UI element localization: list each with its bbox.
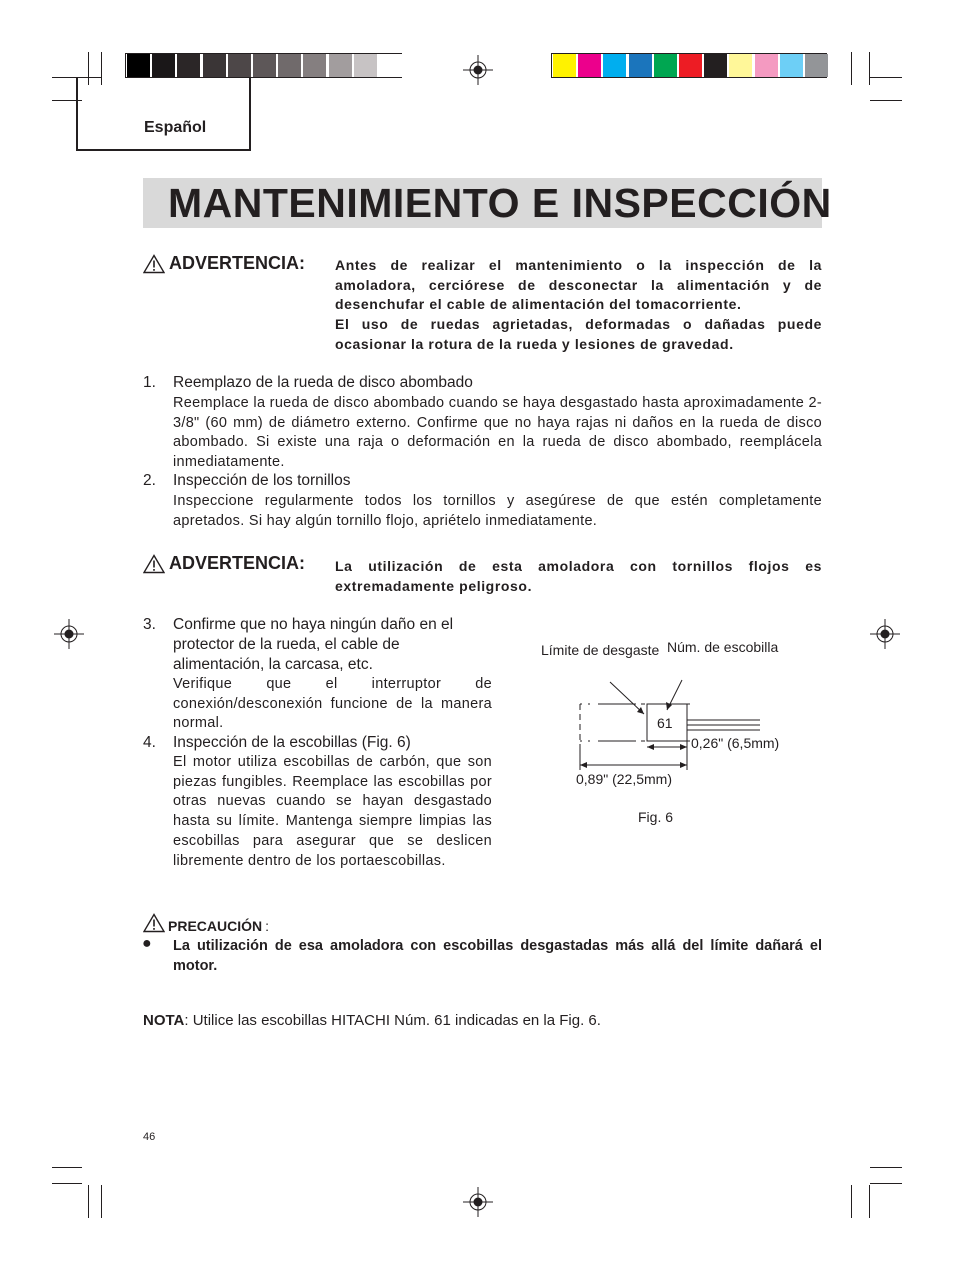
warning-label: ADVERTENCIA: [169, 253, 306, 273]
item-heading: Reemplazo de la rueda de disco abombado [173, 374, 473, 391]
color-swatch [578, 54, 601, 77]
color-swatch [679, 54, 702, 77]
gray-swatch [127, 54, 150, 77]
item-body: Inspeccione regularmente todos los tornillos y asegúrese de que estén completamente apretados. Si hay algún tornillo flojo, apriételo inmediatamente. [173, 493, 822, 529]
item-number: 3. [143, 616, 156, 633]
gray-swatch [354, 54, 377, 77]
item-body: Verifique que el interruptor de conexión/desconexión funcione de la manera normal. [173, 676, 492, 732]
crop-line [88, 1185, 89, 1218]
color-swatch [729, 54, 752, 77]
warning-heading [143, 253, 305, 274]
warning-text: Antes de realizar el mantenimiento o la inspección de la amoladora, cerciórese de desconectar la alimentación y de desenchufar el cable de alimentación del tomacorriente. [335, 257, 822, 313]
caution-label: PRECAUCIÓN [168, 918, 263, 934]
crop-line [870, 77, 902, 78]
warning-triangle-icon [143, 254, 165, 274]
gray-swatch [253, 54, 276, 77]
registration-mark-icon [54, 619, 84, 649]
caution-heading [143, 912, 269, 934]
gray-swatch [303, 54, 326, 77]
color-swatch [553, 54, 576, 77]
color-swatch [780, 54, 803, 77]
warning-heading [143, 553, 305, 574]
gray-swatch [228, 54, 251, 77]
note-text: : Utilice las escobillas HITACHI Núm. 61 indicadas en la Fig. 6. [184, 1012, 601, 1029]
page-title: MANTENIMIENTO E INSPECCIÓN [168, 180, 832, 226]
color-swatch [629, 54, 652, 77]
item-body: Reemplace la rueda de disco abombado cuando se haya desgastado hasta aproximadamente 2-3/8" (60 mm) de diámetro externo. Confirme que no haya rajas ni daños en la rueda de disco abombado. Si existe una raja o deformación en la rueda de disco abombado, reemplácela inmediatamente. [173, 395, 822, 471]
crop-line [851, 52, 852, 85]
warning-triangle-icon [143, 913, 165, 933]
item-number: 2. [143, 472, 156, 489]
language-tab [76, 77, 251, 151]
figure-caption: Fig. 6 [638, 809, 674, 825]
caution-colon: : [265, 918, 270, 934]
gray-swatch [152, 54, 175, 77]
gray-swatch [379, 54, 402, 77]
gray-swatch [203, 54, 226, 77]
item-body: El motor utiliza escobillas de carbón, que son piezas fungibles. Reemplace las escobillas por otras nuevas cuando se hayan desgastado hasta su límite. Mantenga siempre limpias las escobillas para asegurar que se deslicen libremente dentro de los portaescobillas. [173, 754, 492, 869]
warning-label: ADVERTENCIA: [169, 553, 306, 573]
registration-mark-icon [463, 1187, 493, 1217]
gray-swatch [278, 54, 301, 77]
dimension-length: 0,89" (22,5mm) [576, 771, 673, 787]
color-swatch [603, 54, 626, 77]
item-number: 4. [143, 734, 156, 751]
note-label: NOTA [143, 1012, 185, 1029]
color-swatch [704, 54, 727, 77]
brush-number: 61 [657, 715, 673, 731]
crop-line [870, 1183, 902, 1184]
color-swatch [805, 54, 828, 77]
caution-text: La utilización de esa amoladora con escobillas desgastadas más allá del límite dañará el motor. [173, 938, 822, 974]
warning-text: La utilización de esta amoladora con tornillos flojos es extremadamente peligroso. [335, 558, 822, 594]
color-swatch [654, 54, 677, 77]
registration-mark-icon [463, 55, 493, 85]
crop-line [869, 1185, 870, 1218]
warning-text: El uso de ruedas agrietadas, deformadas o dañadas puede ocasionar la rotura de la rueda y lesiones de gravedad. [335, 316, 822, 352]
crop-line [52, 1167, 82, 1168]
crop-line [869, 52, 870, 85]
bullet: ● [142, 935, 152, 952]
wear-limit-label: Límite de desgaste [541, 642, 660, 658]
item-heading: Inspección de la escobillas (Fig. 6) [173, 734, 411, 751]
item-heading: Inspección de los tornillos [173, 472, 351, 489]
crop-line [101, 1185, 102, 1218]
crop-line [52, 1183, 82, 1184]
item-number: 1. [143, 374, 156, 391]
registration-mark-icon [870, 619, 900, 649]
title-banner [143, 178, 832, 228]
crop-line [870, 100, 902, 101]
crop-line [870, 1167, 902, 1168]
page-number: 46 [143, 1131, 156, 1143]
warning-triangle-icon [143, 554, 165, 574]
color-swatch [755, 54, 778, 77]
gray-swatch [329, 54, 352, 77]
brush-number-label: Núm. de escobilla [667, 639, 779, 655]
item-heading: Confirme que no haya ningún daño en el protector de la rueda, el cable de alimentación, la carcasa, etc. [173, 616, 454, 673]
dimension-width: 0,26" (6,5mm) [691, 735, 780, 751]
crop-line [851, 1185, 852, 1218]
note [143, 1012, 601, 1029]
gray-swatch [177, 54, 200, 77]
language-label: Español [144, 119, 207, 136]
